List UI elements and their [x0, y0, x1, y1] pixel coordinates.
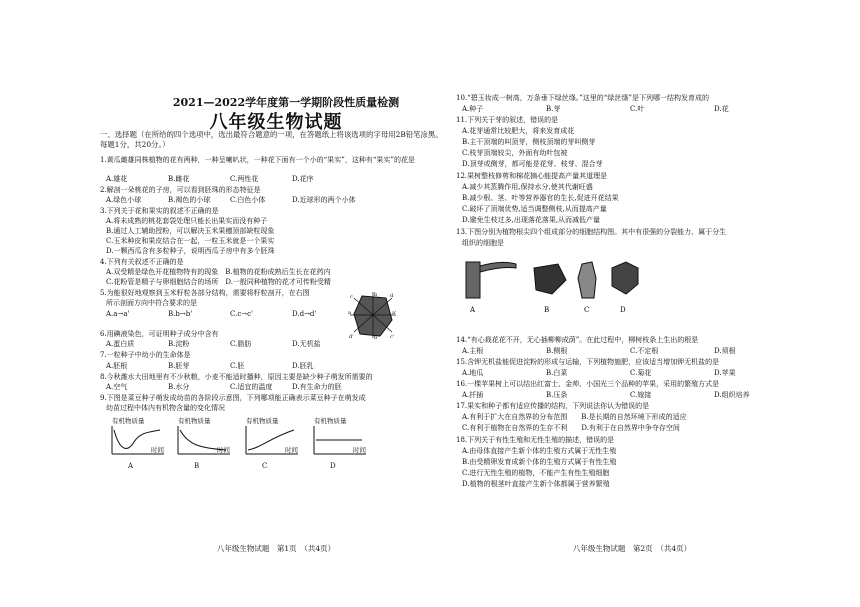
fig-label-b2: b' [374, 335, 379, 340]
graph-ylabel: 有机物质量 [314, 417, 347, 425]
option-d: D.无机盐 [292, 340, 321, 348]
question-5-cont: 所示剖面方向中符合要求的是 [106, 299, 197, 307]
fig-label-d: d [390, 293, 394, 299]
graph-label: B [194, 462, 200, 470]
root-tip-cells-figure [462, 250, 662, 314]
option-d: D.近球形的两个小体 [292, 196, 356, 204]
q3-option-d: D.一颗西瓜含有多粒种子，说明西瓜子房中有多个胚珠 [106, 247, 275, 255]
question-5: 5.为能很好地观察到玉米籽粒各部分结构，需要将籽粒剖开，在右图 [100, 289, 310, 297]
option-b: B.胚芽 [168, 362, 190, 370]
cell-label-b: B [544, 306, 550, 314]
option-c: C.菊花 [630, 369, 652, 377]
graph-xlabel: 时间 [217, 446, 230, 454]
option-b: B.侧根 [546, 347, 568, 355]
option-b: B.白菜 [546, 369, 568, 377]
fig-label-d2: d' [349, 334, 354, 340]
question-12: 12.果树整枝修剪和棉花摘心能提高产量其道理是 [456, 172, 608, 180]
graph-ylabel: 有机物质量 [178, 417, 211, 425]
graph-xlabel: 时间 [151, 446, 164, 454]
question-11: 11.下列关于芽的叙述，错误的是 [456, 116, 559, 124]
exam-subtitle: 八年级生物试题 [209, 112, 343, 133]
graph-label: A [128, 462, 134, 470]
page-footer: 八年级生物试题 第2页 （共4页） [572, 544, 692, 553]
question-8: 8.今秋潍水大田地里有不少秋粮，小麦不能适时播种，原因主要是缺少种子萌发所需要的 [100, 373, 373, 381]
question-18: 18.下列关于有性生殖和无性生殖的描述，错误的是 [456, 436, 615, 444]
option-c: C.c→c' [230, 310, 253, 318]
cell-label-c: C [584, 306, 590, 314]
q4-options-ab: A.双受精是绿色开花植物特有的现象 B.植物的花粉成熟后生长在花药内 [106, 268, 331, 276]
question-9: 9.下图是菜豆种子萌发成幼苗的各阶段示意图，下列哪项能正确表示菜豆种子在萌发成 [100, 394, 366, 402]
option-c: C.两性花 [230, 175, 259, 183]
q11-option-d: D.顶芽或侧芽，都可能是花芽、枝芽、混合芽 [462, 160, 603, 168]
q3-option-a: A.将未成熟的桃花套袋处理只能长出果实而没有种子 [106, 217, 268, 225]
section-instructions: 一、选择题（在所给的四个选项中，选出最符合题意的一项，在答题纸上将该选项的字母用2B铅笔涂黑。每题1分，共20分。） [100, 130, 443, 149]
question-16: 16.一棵苹果树上可以结出红富士、金帅、小国光三个品种的苹果，采用的繁殖方式是 [456, 380, 720, 388]
option-d: D.花 [714, 105, 729, 113]
question-14: 14.“有心栽花花不开，无心插柳柳成荫”。在此过程中，柳树枝条上生出的根是 [456, 336, 699, 344]
cell-label-a: A [470, 306, 476, 314]
question-13-cont: 组织的细胞是 [462, 239, 504, 247]
page-left [96, 86, 456, 553]
question-7: 7.一粒种子中幼小的生命体是 [100, 351, 191, 359]
graph-ylabel: 有机物质量 [246, 417, 279, 425]
option-c: C.脂肪 [230, 340, 252, 348]
question-3: 3.下列关于花和果实的叙述不正确的是 [100, 207, 219, 215]
option-d: D.花序 [292, 175, 314, 183]
q18-option-b: B.由受精卵发育成新个体的生殖方式属于有性生殖 [462, 458, 617, 466]
options-1 [106, 175, 446, 184]
options-8 [106, 383, 446, 392]
question-15: 15.含钾无机盐能促进淀粉的形成与运输，下列植物施肥，应该适当增加钾无机盐的是 [456, 358, 720, 366]
option-c: C.不定根 [630, 347, 659, 355]
option-a: A.主根 [462, 347, 484, 355]
graph-label: C [262, 462, 268, 470]
q12-option-b: B.减少根、茎、叶等营养器官的生长,促进开花结果 [462, 194, 619, 202]
q17-options-ab: A.有利于扩大在自然界的分布范围 B.是长期的自然环境下形成的适应 [462, 413, 687, 421]
option-c: C.叶 [630, 105, 645, 113]
fig-label-a: a [348, 310, 351, 316]
graph-d [308, 416, 368, 470]
question-1: 1.黄瓜雌雄同株植物的花有两种，一种呈喇叭状，一种花下面有一个小的“果实”，这种有“果实”的花是 [100, 156, 415, 164]
question-13: 13.下图分别为植物根尖四个组成部分的细胞结构图。其中有很强的分裂能力、属于分生 [456, 228, 727, 236]
options-15 [462, 369, 802, 378]
graph-xlabel: 时间 [285, 446, 298, 454]
page-footer: 八年级生物试题 第1页 （共4页） [216, 544, 336, 553]
options-7 [106, 362, 446, 371]
option-b: B.水分 [168, 383, 190, 391]
cell-label-d: D [620, 306, 626, 314]
q12-option-d: D.避免生枝过多,出现落花落果,从而减低产量 [462, 216, 601, 224]
option-b: B.淀粉 [168, 340, 190, 348]
question-2: 2.解剖一朵桃花的子房，可以看到胚珠的形态特征是 [100, 186, 261, 194]
question-17: 17.果实和种子都有适应传播的结构，下列说法你认为错误的是 [456, 402, 650, 410]
options-14 [462, 347, 802, 356]
option-a: A.a→a' [106, 310, 130, 318]
option-d: D.苹果 [714, 369, 736, 377]
option-c: C.胚 [230, 362, 245, 370]
graph-a [106, 416, 166, 470]
graph-xlabel: 时间 [353, 446, 366, 454]
question-9-cont: 幼苗过程中体内有机物含量的变化情况 [106, 404, 225, 412]
question-4: 4.下列有关叙述不正确的是 [100, 258, 184, 266]
q18-option-c: C.进行无性生殖的植物，不能产生有性生殖细胞 [462, 469, 610, 477]
fig-label-c: c [350, 294, 353, 300]
option-c: C.适宜的温度 [230, 383, 273, 391]
option-a: A.雄花 [106, 175, 128, 183]
options-6 [106, 340, 446, 349]
q3-option-c: C.玉米种皮和果皮结合在一起，一粒玉米就是一个果实 [106, 237, 275, 245]
q12-option-c: C.破坏了顶端优势,适当调整侧枝,从而提高产量 [462, 205, 607, 213]
q12-option-a: A.减少其蒸腾作用,保持水分,使其代谢旺盛 [462, 183, 593, 191]
option-b: B.芽 [546, 105, 561, 113]
option-c: C.白色小体 [230, 196, 266, 204]
option-a: A.扦插 [462, 391, 484, 399]
option-d: D.须根 [714, 347, 736, 355]
option-c: C.嫁接 [630, 391, 652, 399]
q18-option-a: A.由母体直接产生新个体的生殖方式属于无性生殖 [462, 447, 617, 455]
option-b: B.b→b' [168, 310, 193, 318]
fig-label-c2: c' [390, 334, 395, 340]
options-16 [462, 391, 802, 400]
q4-options-cd: C.花粉管是精子与卵细胞结合的场所 D.一般同种植物的花才可传粉受精 [106, 278, 331, 286]
q18-option-d: D.植物的根茎叶直接产生新个体都属于营养繁殖 [462, 480, 610, 488]
option-a: A.胚根 [106, 362, 128, 370]
option-b: B.褐色的小球 [168, 196, 211, 204]
fig-label-a2: a' [392, 310, 397, 316]
option-d: D.有生命力的胚 [292, 383, 342, 391]
q3-option-b: B.通过人工辅助授粉，可以解决玉米果穗顶部缺粒现象 [106, 227, 275, 235]
graph-c [240, 416, 300, 470]
option-a: A.地瓜 [462, 369, 484, 377]
option-a: A.空气 [106, 383, 128, 391]
page-right [452, 86, 812, 553]
q11-option-b: B.主干顶端的叫顶芽，侧枝顶端的芽叫侧芽 [462, 138, 596, 146]
option-a: A.绿色小球 [106, 196, 142, 204]
question-6: 6.用碘液染色，可证明种子成分中含有 [100, 330, 219, 338]
fig-label-b: b [374, 292, 378, 298]
option-b: B.雌花 [168, 175, 190, 183]
question-10: 10.“碧玉妆成一树高，万条垂下绿丝绦。”这里的“绿丝绦”是下列哪一结构发育成的 [456, 94, 709, 102]
q11-option-c: C.枝芽顶端较尖，外面有幼叶包被 [462, 149, 568, 157]
option-d: D.d→d' [292, 310, 317, 318]
options-10 [462, 105, 802, 114]
option-d: D.组织培养 [714, 391, 750, 399]
option-b: B.压条 [546, 391, 568, 399]
option-a: A.种子 [462, 105, 484, 113]
q11-option-a: A.花芽通常比较肥大，将来发育成花 [462, 127, 575, 135]
option-a: A.蛋白质 [106, 340, 135, 348]
exam-title: 2021—2022学年度第一学期阶段性质量检测 [172, 96, 400, 109]
q17-options-cd: C.有利于植物在自然界的生存不利 D.有利于在自然界中争夺存空间 [462, 424, 680, 432]
option-d: D.胚乳 [292, 362, 314, 370]
graph-ylabel: 有机物质量 [112, 417, 145, 425]
graph-b [172, 416, 232, 470]
graph-label: D [330, 462, 336, 470]
options-2 [106, 196, 446, 205]
